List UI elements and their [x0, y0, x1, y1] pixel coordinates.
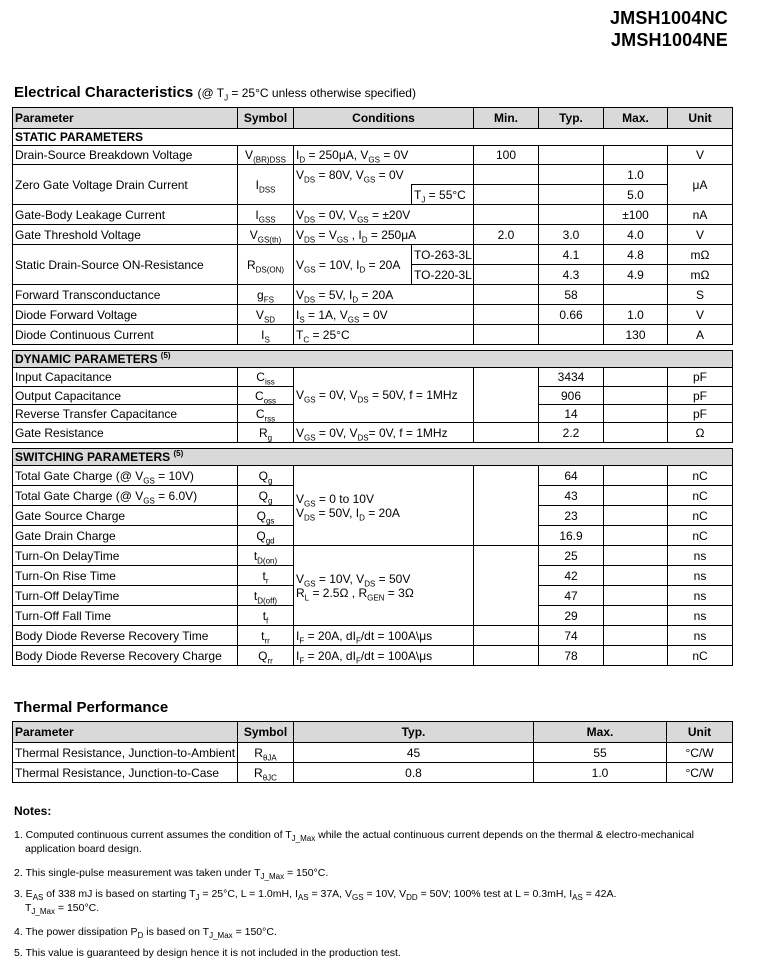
conditions-cell: $V_{GS} = 10V$, $V_{DS} = 50V$ $R_L = 2.5\Omega$ , $R_{GEN} = 3\Omega$: [294, 546, 474, 626]
symbol-cell: $t_{D(off)}$: [238, 586, 294, 606]
symbol-cell: $V_{(BR)DSS}$: [238, 146, 294, 165]
unit-cell: μA: [668, 165, 733, 205]
symbol-cell: $Q_{gd}$: [238, 526, 294, 546]
typ-cell: 0.8: [294, 763, 534, 783]
symbol-cell: $R_g$: [238, 423, 294, 443]
unit-cell: ns: [668, 566, 733, 586]
param-cell: Total Gate Charge (@ $V_{GS} = 6.0V$): [13, 486, 238, 506]
symbol-cell: $I_{DSS}$: [238, 165, 294, 205]
col-typ: Typ.: [539, 108, 604, 129]
note-3: 3. $E_{AS}$ of 338 mJ is based on starting $T_J = 25^\circ C$, L = 1.0mH, $I_{AS} = 37A$, $V_{GS} = 10V$, $V_{DD} = 50V$; 100% test at L = 0.3mH, $I_{AS} = 42A$. $T_{J\_Max} = 150^\circ C$.: [14, 888, 617, 917]
conditions-cell: $V_{DS} = 5V$, $I_D = 20A$: [294, 285, 474, 305]
table-row: [13, 305, 733, 325]
thermal-table: [12, 721, 733, 783]
conditions-cell: $I_S = 1A$, $V_{GS} = 0V$: [294, 305, 474, 325]
symbol-cell: $Q_g$: [238, 466, 294, 486]
notes-section: [14, 804, 734, 967]
typ-cell: 14: [539, 405, 604, 423]
typ-cell: 43: [539, 486, 604, 506]
table-row: [13, 743, 733, 763]
unit-cell: S: [668, 285, 733, 305]
table-row: [13, 285, 733, 305]
typ-cell: 4.1: [539, 245, 604, 265]
param-cell: Input Capacitance: [13, 368, 238, 387]
conditions-cell: $I_F = 20A$, $dI_F/dt$ = 100A\μs: [294, 626, 474, 646]
max-cell: ±100: [604, 205, 668, 225]
table-row: [13, 225, 733, 245]
unit-cell: nA: [668, 205, 733, 225]
min-cell: 2.0: [474, 225, 539, 245]
unit-cell: nC: [668, 466, 733, 486]
typ-cell: 2.2: [539, 423, 604, 443]
symbol-cell: $V_{GS(th)}$: [238, 225, 294, 245]
max-cell: 130: [604, 325, 668, 345]
typ-cell: 4.3: [539, 265, 604, 285]
electrical-title: [14, 84, 416, 101]
note-1: 1. Computed continuous current assumes the condition of $T_{J\_Max}$ while the actual continuous current depends on the thermal & electro-mechanical application board design.: [14, 829, 695, 855]
symbol-cell: $C_{iss}$: [238, 368, 294, 387]
unit-cell: pF: [668, 368, 733, 387]
table-row: [13, 146, 733, 165]
param-cell: Static Drain-Source ON-Resistance: [13, 245, 238, 285]
unit-cell: V: [668, 146, 733, 165]
table-row: [13, 626, 733, 646]
symbol-cell: $t_{rr}$: [238, 626, 294, 646]
typ-cell: 29: [539, 606, 604, 626]
min-cell: 100: [474, 146, 539, 165]
param-cell: Body Diode Reverse Recovery Time: [13, 626, 238, 646]
unit-cell: ns: [668, 606, 733, 626]
table-row: [13, 646, 733, 666]
param-cell: Thermal Resistance, Junction-to-Case: [13, 763, 238, 783]
max-cell: 55: [534, 743, 667, 763]
col-symbol: Symbol: [238, 722, 294, 743]
col-parameter: Parameter: [13, 722, 238, 743]
param-cell: Turn-On Rise Time: [13, 566, 238, 586]
conditions-cell: $T_C = 25^\circ C$: [294, 325, 474, 345]
conditions-cell: $V_{GS} = 0$ to 10V $V_{DS} = 50V$, $I_D = 20A$: [294, 466, 474, 546]
symbol-cell: $R_{\theta JA}$: [238, 743, 294, 763]
dynamic-section-row: [13, 351, 733, 368]
unit-cell: Ω: [668, 423, 733, 443]
static-section-row: [13, 129, 733, 146]
thermal-header-row: [13, 722, 733, 743]
unit-cell: °C/W: [667, 763, 733, 783]
table-row: [13, 466, 733, 486]
col-conditions: Conditions: [294, 108, 474, 129]
param-cell: Output Capacitance: [13, 387, 238, 405]
unit-cell: A: [668, 325, 733, 345]
param-cell: Diode Continuous Current: [13, 325, 238, 345]
param-cell: Turn-Off Fall Time: [13, 606, 238, 626]
param-cell: Reverse Transfer Capacitance: [13, 405, 238, 423]
symbol-cell: $Q_g$: [238, 486, 294, 506]
conditions-cell: $T_J = 55^\circ C$: [412, 185, 474, 205]
symbol-cell: $g_{FS}$: [238, 285, 294, 305]
max-cell: 4.0: [604, 225, 668, 245]
param-cell: Body Diode Reverse Recovery Charge: [13, 646, 238, 666]
unit-cell: nC: [668, 486, 733, 506]
typ-cell: 16.9: [539, 526, 604, 546]
electrical-table: [12, 107, 733, 666]
typ-cell: 47: [539, 586, 604, 606]
typ-cell: 25: [539, 546, 604, 566]
table-row: [13, 325, 733, 345]
conditions-cell: $I_F = 20A$, $dI_F/dt$ = 100A\μs: [294, 646, 474, 666]
unit-cell: ns: [668, 626, 733, 646]
param-cell: Gate Threshold Voltage: [13, 225, 238, 245]
conditions-cell: $V_{DS} = 0V$, $V_{GS} = \pm 20V$: [294, 205, 474, 225]
unit-cell: nC: [668, 526, 733, 546]
symbol-cell: $V_{SD}$: [238, 305, 294, 325]
max-cell: 5.0: [604, 185, 668, 205]
table-row: [13, 205, 733, 225]
typ-cell: 3434: [539, 368, 604, 387]
table-row: [13, 165, 733, 185]
symbol-cell: $Q_{rr}$: [238, 646, 294, 666]
param-cell: Gate Drain Charge: [13, 526, 238, 546]
dynamic-label: DYNAMIC PARAMETERS $^{(5)}$: [13, 351, 733, 368]
col-typ: Typ.: [294, 722, 534, 743]
table-row: [13, 423, 733, 443]
note-2: 2. This single-pulse measurement was taken under $T_{J\_Max} = 150^\circ C$.: [14, 867, 329, 882]
param-cell: Zero Gate Voltage Drain Current: [13, 165, 238, 205]
electrical-title-text: Electrical Characteristics: [14, 84, 194, 101]
typ-cell: 906: [539, 387, 604, 405]
thermal-title: Thermal Performance: [14, 699, 169, 716]
symbol-cell: $I_S$: [238, 325, 294, 345]
typ-cell: 74: [539, 626, 604, 646]
col-symbol: Symbol: [238, 108, 294, 129]
unit-cell: V: [668, 305, 733, 325]
electrical-subtitle: (@ $T_J = 25^\circ C$ unless otherwise specified): [197, 86, 416, 103]
switching-section-row: [13, 449, 733, 466]
typ-cell: 3.0: [539, 225, 604, 245]
param-cell: Gate Source Charge: [13, 506, 238, 526]
conditions-cell: $V_{GS} = 0V$, $V_{DS}= 0V$, f = 1MHz: [294, 423, 474, 443]
unit-cell: ns: [668, 546, 733, 566]
symbol-cell: $C_{rss}$: [238, 405, 294, 423]
typ-cell: 58: [539, 285, 604, 305]
param-cell: Diode Forward Voltage: [13, 305, 238, 325]
symbol-cell: $t_{D(on)}$: [238, 546, 294, 566]
symbol-cell: $t_r$: [238, 566, 294, 586]
table-row: [13, 245, 733, 265]
typ-cell: 0.66: [539, 305, 604, 325]
max-cell: 1.0: [604, 305, 668, 325]
col-max: Max.: [604, 108, 668, 129]
max-cell: 4.9: [604, 265, 668, 285]
unit-cell: nC: [668, 506, 733, 526]
param-cell: Turn-On DelayTime: [13, 546, 238, 566]
conditions-cell: $V_{GS} = 10V$, $I_D = 20A$: [294, 245, 412, 285]
unit-cell: mΩ: [668, 265, 733, 285]
static-label: STATIC PARAMETERS: [13, 129, 733, 146]
part-number-1: JMSH1004NC: [609, 8, 728, 28]
electrical-header-row: [13, 108, 733, 129]
max-cell: 1.0: [604, 165, 668, 185]
part-number-2: JMSH1004NE: [610, 30, 728, 50]
col-max: Max.: [534, 722, 667, 743]
symbol-cell: $Q_{gs}$: [238, 506, 294, 526]
typ-cell: 42: [539, 566, 604, 586]
unit-cell: V: [668, 225, 733, 245]
col-unit: Unit: [668, 108, 733, 129]
switching-label: SWITCHING PARAMETERS $^{(5)}$: [13, 449, 733, 466]
conditions-cell: $V_{DS} = V_{GS}$ , $I_D = 250\mu A$: [294, 225, 474, 245]
unit-cell: nC: [668, 646, 733, 666]
conditions-cell: $V_{GS} = 0V$, $V_{DS} = 50V$, f = 1MHz: [294, 368, 474, 423]
table-row: [13, 546, 733, 566]
table-row: [13, 763, 733, 783]
typ-cell: 64: [539, 466, 604, 486]
typ-cell: 23: [539, 506, 604, 526]
notes-title: Notes:: [14, 804, 52, 818]
param-cell: Total Gate Charge (@ $V_{GS} = 10V$): [13, 466, 238, 486]
symbol-cell: $R_{\theta JC}$: [238, 763, 294, 783]
typ-cell: 45: [294, 743, 534, 763]
symbol-cell: $R_{DS(ON)}$: [238, 245, 294, 285]
unit-cell: °C/W: [667, 743, 733, 763]
param-cell: Gate Resistance: [13, 423, 238, 443]
conditions-cell: $V_{DS} = 80V$, $V_{GS} = 0V$: [294, 165, 474, 185]
max-cell: 1.0: [534, 763, 667, 783]
unit-cell: pF: [668, 387, 733, 405]
param-cell: Turn-Off DelayTime: [13, 586, 238, 606]
symbol-cell: $C_{oss}$: [238, 387, 294, 405]
unit-cell: ns: [668, 586, 733, 606]
package-cell: TO-263-3L: [412, 245, 474, 265]
col-parameter: Parameter: [13, 108, 238, 129]
max-cell: 4.8: [604, 245, 668, 265]
param-cell: Gate-Body Leakage Current: [13, 205, 238, 225]
symbol-cell: $I_{GSS}$: [238, 205, 294, 225]
symbol-cell: $t_f$: [238, 606, 294, 626]
note-4: 4. The power dissipation $P_D$ is based on $T_{J\_Max} = 150^\circ C$.: [14, 926, 277, 941]
col-unit: Unit: [667, 722, 733, 743]
typ-cell: 78: [539, 646, 604, 666]
package-cell: TO-220-3L: [412, 265, 474, 285]
unit-cell: mΩ: [668, 245, 733, 265]
param-cell: Forward Transconductance: [13, 285, 238, 305]
col-min: Min.: [474, 108, 539, 129]
note-5: 5. This value is guaranteed by design hence it is not included in the production test.: [14, 947, 401, 959]
param-cell: Thermal Resistance, Junction-to-Ambient: [13, 743, 238, 763]
unit-cell: pF: [668, 405, 733, 423]
table-row: [13, 368, 733, 387]
conditions-cell: $I_D = 250\mu A$, $V_{GS} = 0V$: [294, 146, 474, 165]
param-cell: Drain-Source Breakdown Voltage: [13, 146, 238, 165]
